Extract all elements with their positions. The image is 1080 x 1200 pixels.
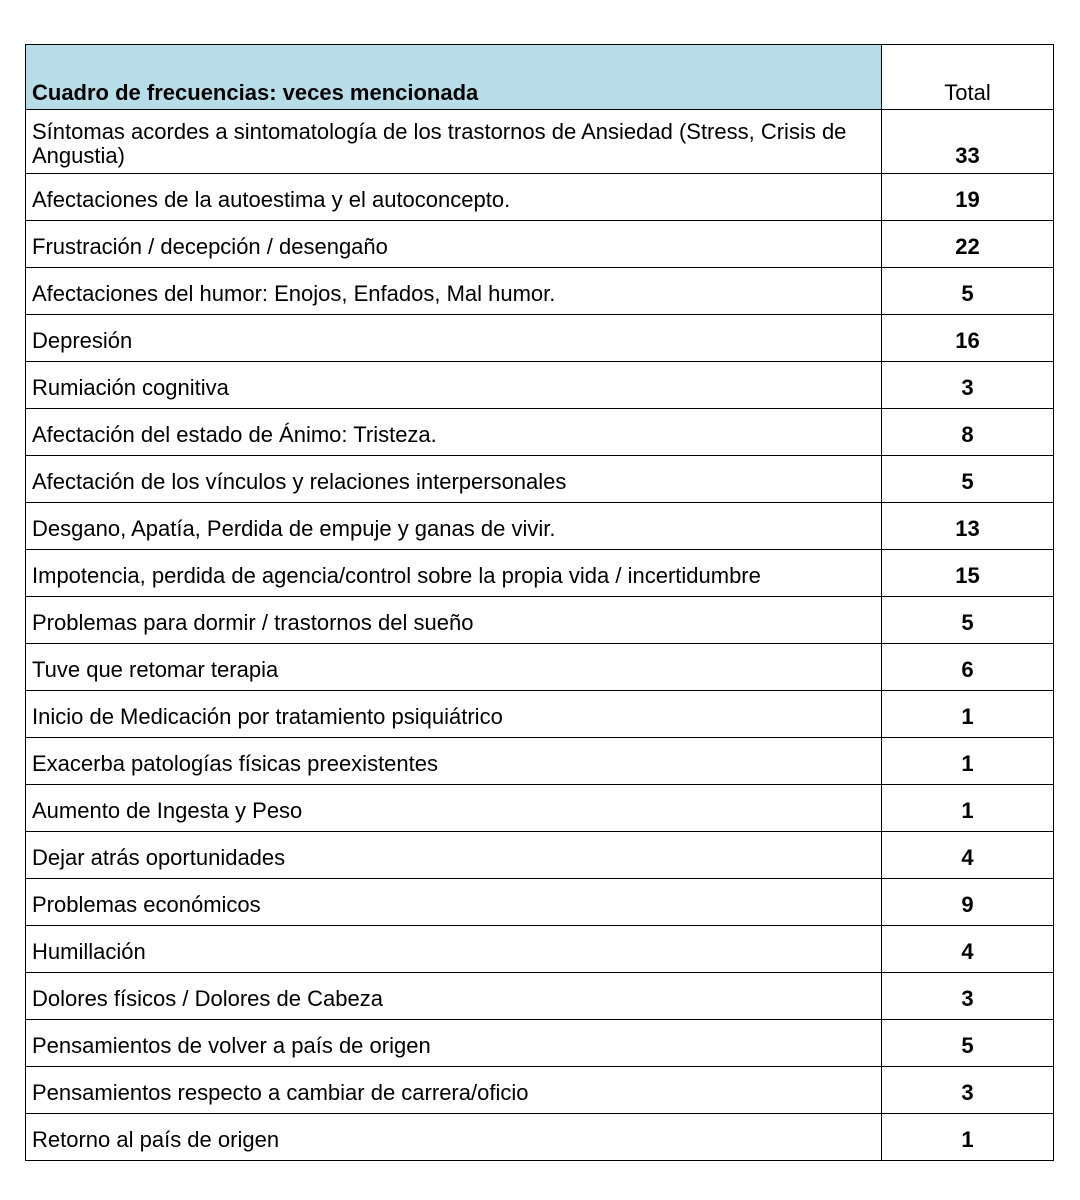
table-row [26,503,1054,550]
row-total-cell: 1 [882,738,1054,785]
header-row [26,45,1054,110]
table-row [26,597,1054,644]
row-label-cell: Tuve que retomar terapia [26,644,882,691]
row-label-cell: Afectación de los vínculos y relaciones interpersonales [26,456,882,503]
row-total-cell: 3 [882,973,1054,1020]
table-row [26,1114,1054,1161]
row-label-cell: Inicio de Medicación por tratamiento psiquiátrico [26,691,882,738]
row-total-cell: 1 [882,785,1054,832]
table-row [26,221,1054,268]
row-total-cell: 4 [882,926,1054,973]
row-label-cell: Síntomas acordes a sintomatología de los trastornos de Ansiedad (Stress, Crisis de Angustia) [26,110,882,174]
row-total-cell: 3 [882,362,1054,409]
row-total-cell: 5 [882,268,1054,315]
table-row [26,174,1054,221]
table-row [26,550,1054,597]
row-total-cell: 33 [882,110,1054,174]
table-row [26,973,1054,1020]
table-row [26,644,1054,691]
row-total-cell: 1 [882,1114,1054,1161]
row-label-cell: Exacerba patologías físicas preexistentes [26,738,882,785]
row-total-cell: 3 [882,1067,1054,1114]
row-total-cell: 1 [882,691,1054,738]
row-label-cell: Afectación del estado de Ánimo: Tristeza. [26,409,882,456]
row-total-cell: 19 [882,174,1054,221]
row-total-cell: 5 [882,597,1054,644]
row-total-cell: 16 [882,315,1054,362]
row-total-cell: 6 [882,644,1054,691]
row-label-cell: Desgano, Apatía, Perdida de empuje y ganas de vivir. [26,503,882,550]
row-label-cell: Impotencia, perdida de agencia/control sobre la propia vida / incertidumbre [26,550,882,597]
row-label-cell: Rumiación cognitiva [26,362,882,409]
row-total-cell: 5 [882,456,1054,503]
table-row [26,738,1054,785]
table-header [26,45,1054,110]
table-row [26,1020,1054,1067]
table-row [26,879,1054,926]
row-total-cell: 13 [882,503,1054,550]
row-label-cell: Dejar atrás oportunidades [26,832,882,879]
row-total-cell: 22 [882,221,1054,268]
row-label-cell: Depresión [26,315,882,362]
table-row [26,456,1054,503]
table-row [26,832,1054,879]
row-total-cell: 5 [882,1020,1054,1067]
table-row [26,1067,1054,1114]
frequency-table [25,44,1054,1161]
row-total-cell: 8 [882,409,1054,456]
row-label-cell: Frustración / decepción / desengaño [26,221,882,268]
row-label-cell: Problemas económicos [26,879,882,926]
row-label-cell: Afectaciones de la autoestima y el autoconcepto. [26,174,882,221]
header-label-cell: Cuadro de frecuencias: veces mencionada [26,45,882,110]
row-total-cell: 15 [882,550,1054,597]
row-total-cell: 4 [882,832,1054,879]
table-row [26,785,1054,832]
header-total-cell: Total [882,45,1054,110]
row-label-cell: Pensamientos de volver a país de origen [26,1020,882,1067]
table-row [26,409,1054,456]
row-total-cell: 9 [882,879,1054,926]
row-label-cell: Humillación [26,926,882,973]
row-label-cell: Problemas para dormir / trastornos del sueño [26,597,882,644]
table-row [26,110,1054,174]
row-label-cell: Pensamientos respecto a cambiar de carrera/oficio [26,1067,882,1114]
table-row [26,691,1054,738]
table-row [26,315,1054,362]
table-row [26,268,1054,315]
table-row [26,926,1054,973]
row-label-cell: Afectaciones del humor: Enojos, Enfados, Mal humor. [26,268,882,315]
row-label-cell: Dolores físicos / Dolores de Cabeza [26,973,882,1020]
table-row [26,362,1054,409]
table-body [26,110,1054,1161]
row-label-cell: Aumento de Ingesta y Peso [26,785,882,832]
row-label-cell: Retorno al país de origen [26,1114,882,1161]
